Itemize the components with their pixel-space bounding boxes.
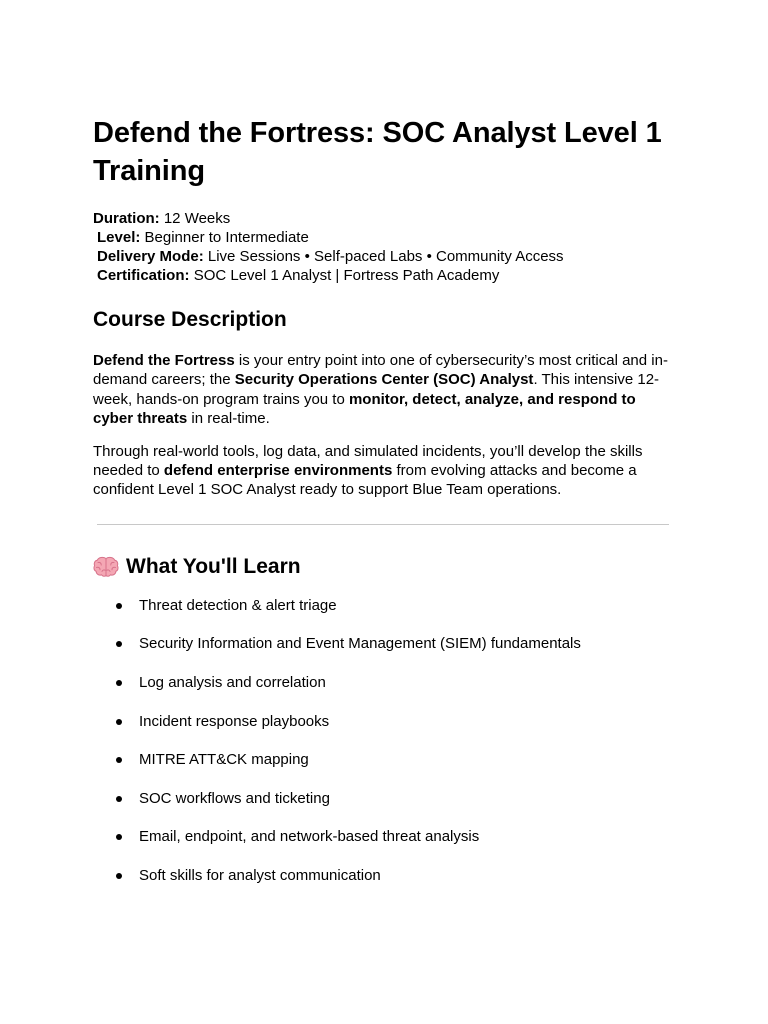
bold-text: Defend the Fortress [93, 352, 235, 369]
list-item-text: Incident response playbooks [139, 712, 330, 730]
list-item [93, 750, 673, 769]
meta-label: Delivery Mode: [97, 248, 204, 265]
meta-duration [93, 209, 673, 228]
list-item [93, 827, 673, 846]
heading-label: What You'll Learn [126, 554, 301, 578]
list-item-text: Soft skills for analyst communication [139, 867, 381, 884]
list-item [93, 866, 673, 885]
list-item [93, 712, 673, 731]
bullet-icon [116, 796, 122, 802]
text: from evolving attacks and become a confident Level 1 SOC Analyst ready to support Blue Team operations. [93, 462, 637, 499]
list-item [93, 789, 673, 808]
bullet-icon [116, 719, 122, 725]
meta-certification [93, 266, 673, 285]
bullet-icon [116, 680, 122, 686]
bullet-icon [116, 641, 122, 647]
bullet-icon [116, 757, 122, 763]
horizontal-divider [97, 524, 669, 525]
bold-text: monitor, detect, analyze, and respond to cyber threats [93, 390, 636, 428]
brain-icon [93, 556, 119, 578]
meta-level [93, 228, 673, 247]
meta-value: Beginner to Intermediate [144, 229, 309, 246]
document-page [93, 114, 673, 905]
meta-label: Level: [97, 229, 141, 246]
meta-label: Certification: [97, 267, 190, 284]
list-item-text: Log analysis and correlation [139, 674, 326, 692]
text: . This intensive 12-week, hands-on program trains you to [93, 371, 660, 408]
page-title: Defend the Fortress: SOC Analyst Level 1 Training [93, 117, 662, 187]
bullet-icon [116, 603, 122, 609]
list-item-text: Threat detection & alert triage [139, 596, 337, 614]
text: is your entry point into one of cybersecurity’s most critical and in-demand careers; the [93, 352, 668, 389]
bold-text: Security Operations Center (SOC) Analyst [234, 371, 534, 389]
list-item [93, 673, 673, 692]
list-item-text: MITRE ATT&CK mapping [139, 751, 309, 769]
list-item-text: Security Information and Event Management (SIEM) fundamentals [139, 635, 581, 653]
course-meta [93, 209, 673, 285]
learn-list [93, 596, 673, 885]
meta-value: Live Sessions • Self-paced Labs • Community Access [207, 248, 564, 265]
list-item-text: Email, endpoint, and network-based threat analysis [139, 828, 480, 846]
meta-value: SOC Level 1 Analyst | Fortress Path Academy [193, 267, 500, 284]
meta-value: 12 Weeks [163, 210, 231, 227]
description-paragraph-1 [93, 351, 673, 429]
text: Through real-world tools, log data, and simulated incidents, you’ll develop the skills needed to [93, 442, 643, 480]
course-description-heading: Course Description [93, 308, 287, 331]
text: in real-time. [187, 410, 270, 428]
bullet-icon [116, 873, 122, 879]
meta-delivery-mode [93, 247, 673, 266]
description-paragraph-2 [93, 442, 673, 500]
bold-text: defend enterprise environments [163, 462, 393, 480]
bullet-icon [116, 834, 122, 840]
what-youll-learn-heading [93, 553, 673, 581]
meta-label: Duration: [93, 210, 160, 227]
list-item [93, 596, 673, 615]
list-item [93, 634, 673, 653]
list-item-text: SOC workflows and ticketing [139, 789, 330, 807]
